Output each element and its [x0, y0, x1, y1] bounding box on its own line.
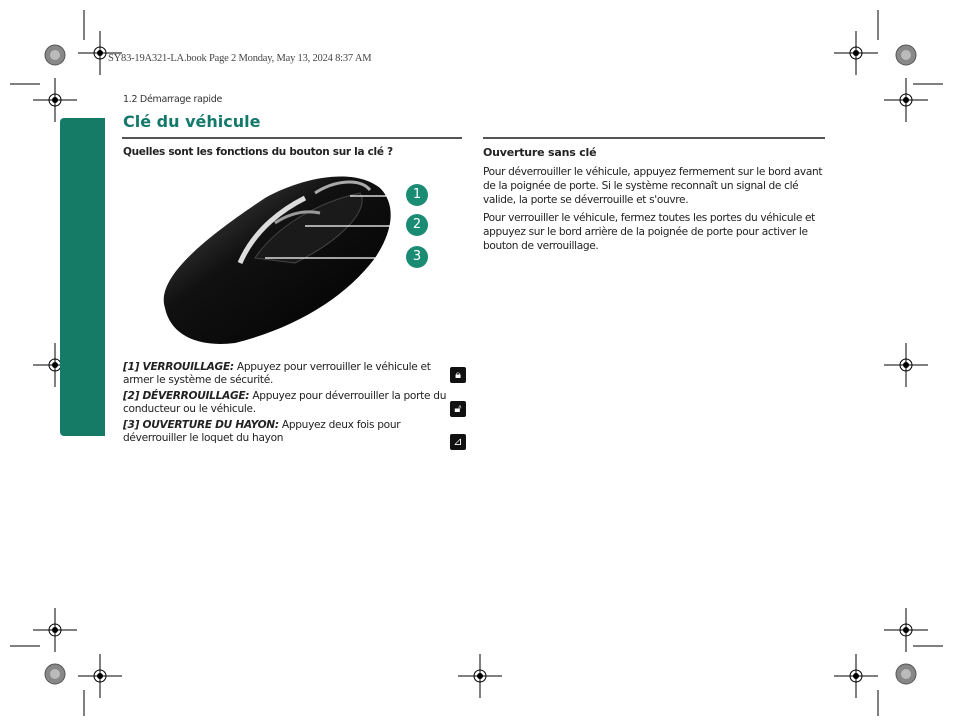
unlock-icon: 🔓︎ — [450, 401, 466, 417]
keyless-heading: Ouverture sans clé — [483, 146, 597, 159]
lock-icon: 🔒︎ — [450, 367, 466, 383]
legend-item-lock: [1] VERROUILLAGE: Appuyez pour verrouiller le véhicule et armer le système de sécurité. — [123, 361, 431, 386]
keyless-body — [483, 165, 828, 257]
divider — [483, 137, 825, 139]
divider — [122, 137, 462, 139]
tailgate-icon: ⊿ — [450, 434, 466, 450]
key-fob-image — [145, 168, 445, 348]
callout-2: 2 — [406, 214, 428, 236]
book-info-header: SY83-19A321-LA.book Page 2 Monday, May 13, 2024 8:37 AM — [108, 53, 372, 64]
paragraph: Pour déverrouiller le véhicule, appuyez fermement sur le bord avant de la poignée de porte. Si le système reconnaît un signal de clé valide, la porte se déverrouille et s'ouvre. — [483, 166, 823, 206]
chapter-tab — [60, 118, 105, 436]
legend-item-tailgate: [3] OUVERTURE DU HAYON: Appuyez deux fois pour déverrouiller le loquet du hayon — [123, 419, 401, 444]
callout-3: 3 — [406, 246, 428, 268]
question-heading: Quelles sont les fonctions du bouton sur la clé ? — [123, 146, 393, 158]
page-title: Clé du véhicule — [123, 112, 261, 131]
callout-1: 1 — [406, 184, 428, 206]
legend-item-unlock: [2] DÉVERROUILLAGE: Appuyez pour déverrouiller la porte du conducteur ou le véhicule. — [123, 390, 447, 415]
section-label: 1.2 Démarrage rapide — [123, 94, 222, 105]
paragraph: Pour verrouiller le véhicule, fermez toutes les portes du véhicule et appuyez sur le bord arrière de la poignée de porte pour activer le bouton de verrouillage. — [483, 212, 815, 252]
button-legend — [123, 361, 448, 448]
